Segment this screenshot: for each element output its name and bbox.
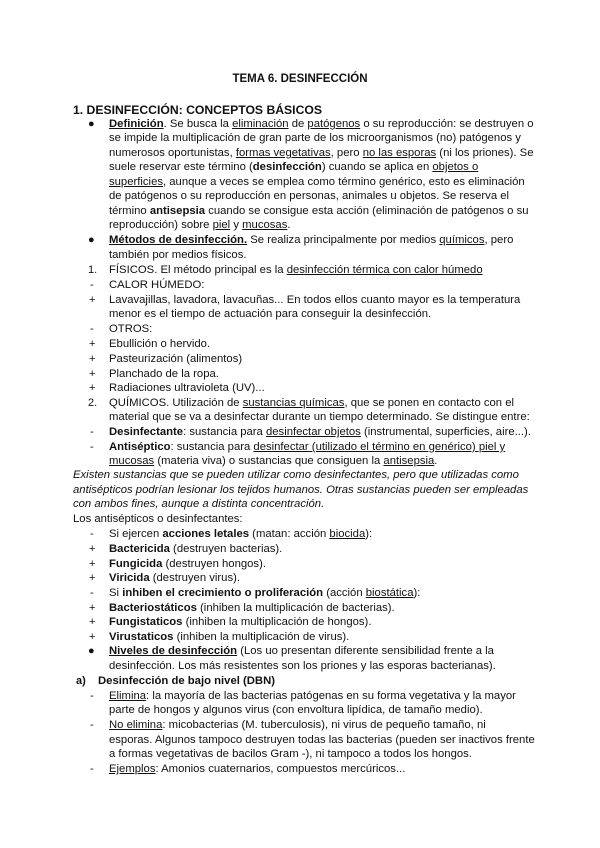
dash-marker: - xyxy=(90,441,94,453)
plus-marker: + xyxy=(89,572,96,584)
antiseptico-line-1: Antiséptico: sustancia para desinfectar (utilizado el término en genérico) piel y xyxy=(109,441,506,453)
lavavajillas-line-1: Lavavajillas, lavadora, lavacuñas... En todos ellos cuanto mayor es la temperatura xyxy=(109,294,521,306)
number-marker: 2. xyxy=(88,397,98,409)
definicion-line-7: término antisepsia cuando se consigue esta acción (eliminación de patógenos o su xyxy=(109,205,529,217)
plus-marker: + xyxy=(89,543,96,555)
dbn-heading: Desinfección de bajo nivel (DBN) xyxy=(98,675,276,687)
dash-marker: - xyxy=(90,323,94,335)
document-title: TEMA 6. DESINFECCIÓN xyxy=(232,73,368,85)
otros-line: OTROS: xyxy=(109,323,153,335)
plus-marker: + xyxy=(89,294,96,306)
definicion-line-3: numerosos oportunistas, formas vegetativas, pero no las esporas (ni los priones). Se xyxy=(109,147,534,159)
plus-marker: + xyxy=(89,382,96,394)
no-elimina-line-3: a formas vegetativas de bacilos Gram -), ni tampoco a todos los hongos. xyxy=(109,748,472,760)
elimina-line-1: Elimina: la mayoría de las bacterias patógenas en su forma vegetativa y la mayor xyxy=(109,690,516,702)
dash-marker: - xyxy=(90,763,94,775)
definicion-line-1: Definición. Se busca la eliminación de patógenos o su reproducción: se destruyen o xyxy=(109,118,534,130)
bullet-marker: ● xyxy=(88,645,95,657)
italic-note-line: con ambos fines, aunque a distinta concentración. xyxy=(73,498,325,510)
calor-humedo-line: CALOR HÚMEDO: xyxy=(109,279,205,291)
dash-marker: - xyxy=(90,690,94,702)
inhiben-item: Fungistaticos (inhiben la multiplicación de hongos). xyxy=(109,616,372,628)
niveles-line-2: desinfección. Los más resistentes son los priones y las esporas bacterianas). xyxy=(109,660,496,672)
plus-marker: + xyxy=(89,558,96,570)
plus-marker: + xyxy=(89,338,96,350)
plus-marker: + xyxy=(89,368,96,380)
quimicos-line-1: QUÍMICOS. Utilización de sustancias químicas, que se ponen en contacto con el xyxy=(109,397,515,409)
section-heading: 1. DESINFECCIÓN: CONCEPTOS BÁSICOS xyxy=(73,103,322,117)
antiseptico-line-2: mucosas (materia viva) o sustancias que consiguen la antisepsia. xyxy=(109,455,438,467)
otros-item: Radiaciones ultravioleta (UV)... xyxy=(109,382,265,394)
plus-marker: + xyxy=(89,616,96,628)
elimina-line-2: parte de hongos y algunos virus (con envoltura lipídica, de tamaño medio). xyxy=(109,704,483,716)
metodos-line-2: también por medios físicos. xyxy=(109,249,247,261)
metodos-label: Métodos de desinfección. xyxy=(109,234,248,246)
definicion-label: Definición xyxy=(109,118,164,130)
bullet-marker: ● xyxy=(88,118,95,130)
no-elimina-line-2: esporas. Algunos tampoco destruyen todas las bacterias (pueden ser inactivos frente xyxy=(109,734,535,746)
definicion-line-5: superficies, aunque a veces se emplea como término genérico, esto es eliminación xyxy=(109,176,525,188)
inhiben-item: Bacteriostáticos (inhiben la multiplicación de bacterias). xyxy=(109,602,395,614)
letales-item: Bactericida (destruyen bacterias). xyxy=(109,543,283,555)
no-elimina-line-1: No elimina: micobacterias (M. tuberculosis), ni virus de pequeño tamaño, ni xyxy=(109,719,486,731)
otros-item: Planchado de la ropa. xyxy=(109,368,219,380)
metodos-line-1: Métodos de desinfección. Se realiza principalmente por medios químicos, pero xyxy=(109,234,514,246)
letter-marker: a) xyxy=(76,675,86,687)
dash-marker: - xyxy=(90,587,94,599)
niveles-line-1: Niveles de desinfección (Los uo presentan diferente sensibilidad frente a la xyxy=(109,645,494,657)
inhiben-item: Virustaticos (inhiben la multiplicación de virus). xyxy=(109,631,350,643)
definicion-line-8: reproducción) sobre piel y mucosas. xyxy=(109,219,291,231)
inhiben-line: Si inhiben el crecimiento o proliferación (acción biostática): xyxy=(109,587,421,599)
antisepticos-intro: Los antisépticos o desinfectantes: xyxy=(73,513,243,525)
otros-item: Ebullición o hervido. xyxy=(109,338,211,350)
fisicos-line: FÍSICOS. El método principal es la desinfección térmica con calor húmedo xyxy=(109,264,483,276)
number-marker: 1. xyxy=(88,264,98,276)
ejemplos-line: Ejemplos: Amonios cuaternarios, compuestos mercúricos... xyxy=(109,763,406,775)
italic-note-line: antisépticos podrían lesionar los tejidos humanos. Otras sustancias pueden ser empleadas xyxy=(73,484,529,496)
plus-marker: + xyxy=(89,602,96,614)
letales-line: Si ejercen acciones letales (matan: acción biocida): xyxy=(109,528,373,540)
quimicos-line-2: material que se va a desinfectar durante un tiempo determinado. Se distingue entre: xyxy=(109,411,530,423)
letales-item: Viricida (destruyen virus). xyxy=(109,572,241,584)
plus-marker: + xyxy=(89,353,96,365)
dash-marker: - xyxy=(90,528,94,540)
definicion-line-4: suele reservar este término (desinfección) cuando se aplica en objetos o xyxy=(109,161,479,173)
niveles-label: Niveles de desinfección xyxy=(109,645,238,657)
desinfectante-line: Desinfectante: sustancia para desinfectar objetos (instrumental, superficies, aire...). xyxy=(109,426,531,438)
dash-marker: - xyxy=(90,719,94,731)
letales-item: Fungicida (destruyen hongos). xyxy=(109,558,266,570)
dash-marker: - xyxy=(90,426,94,438)
italic-note-line: Existen sustancias que se pueden utilizar como desinfectantes, pero que utilizadas como xyxy=(73,469,519,481)
definicion-line-2: se impide la multiplicación de gran parte de los microorganismos (no) patógenos y xyxy=(109,132,521,144)
definicion-line-6: de patógenos o su reproducción en personas, animales u objetos. Se reserva el xyxy=(109,190,510,202)
bullet-marker: ● xyxy=(88,234,95,246)
lavavajillas-line-2: menor es el tiempo de actuación para conseguir la desinfección. xyxy=(109,308,432,320)
otros-item: Pasteurización (alimentos) xyxy=(109,353,243,365)
dash-marker: - xyxy=(90,279,94,291)
plus-marker: + xyxy=(89,631,96,643)
